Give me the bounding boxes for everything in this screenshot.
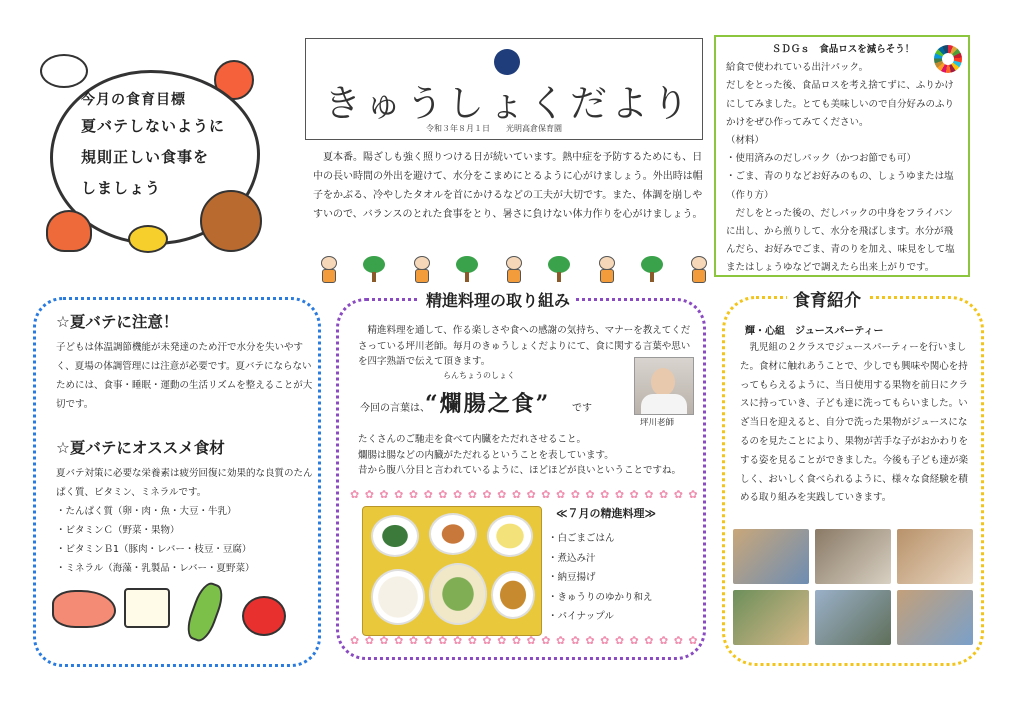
juice-party-photos — [733, 529, 973, 645]
kotoba-suffix: です — [572, 403, 592, 414]
shojin-meal-photo — [362, 506, 542, 636]
issue-date: 令和３年８月１日 光明高倉保育園 — [426, 124, 562, 133]
sdgs-line: だしをとった後の、だしパックの中身をフライパン — [726, 207, 953, 219]
juice-party-photo — [897, 590, 973, 645]
child-icon — [503, 256, 523, 282]
shokuiku-heading: 食育紹介 — [787, 286, 867, 311]
dish-icon — [429, 513, 477, 555]
octopus-icon — [46, 210, 92, 252]
title-box — [305, 38, 703, 140]
sdgs-line: んだら、お好みでごま、青のりを加え、味見をして塩 — [726, 244, 955, 256]
kotoba-ruby: らんちょうのしょく — [443, 371, 515, 380]
goal-line-2: 規則正しい食事を — [81, 148, 210, 166]
edamame-icon — [183, 579, 228, 644]
child-icon — [596, 256, 616, 282]
shojin-heading: 精進料理の取り組み — [420, 288, 576, 311]
list-item: ・パイナップル — [548, 611, 614, 622]
shojin-menu — [548, 529, 653, 627]
kotoba-prefix: 今回の言葉は、 — [360, 403, 430, 414]
fish-icon — [128, 225, 168, 253]
tomato-icon — [242, 596, 286, 636]
list-item: ・きゅうりのゆかり和え — [548, 591, 653, 603]
goal-heading: 今月の食育目標 — [81, 92, 186, 108]
sdgs-line: だしをとった後、食品ロスを考え捨てずに、ふりかけ — [726, 80, 954, 92]
bird-icon — [40, 54, 88, 88]
foods-list — [56, 502, 318, 578]
juice-party-photo — [815, 529, 891, 584]
bear-icon — [200, 190, 262, 252]
juice-party-photo — [733, 590, 809, 645]
sdgs-line: ・使用済みのだしパック（かつお節でも可） — [726, 153, 917, 165]
juice-party-photo — [815, 590, 891, 645]
blossom-decoration: ✿ ✿ ✿ ✿ ✿ ✿ ✿ ✿ ✿ ✿ ✿ ✿ ✿ ✿ ✿ ✿ ✿ ✿ ✿ ✿ ✿ ✿ ✿ ✿ — [350, 488, 699, 501]
intro-text: 夏本番。陽ざしも強く照りつける日が続いています。熱中症を予防するためにも、日中の長い時間の外出を避けて、水分をこまめにとるように心がけましょう。外出時は帽子をかぶる、冷やしたタオルを首にかけるなどの工夫が大切です。また、体調を崩しやすいので、バランスのとれた食事をとり、暑さに負けない体力作りを心がけましょう。 — [313, 152, 703, 220]
child-icon — [318, 256, 338, 282]
sdgs-line: ・ごま、青のりなどお好みのもの、しょうゆまたは塩 — [726, 171, 954, 183]
sdgs-line: にしてみました。とても美味しいので自分好みのふり — [726, 98, 955, 110]
tree-icon — [548, 256, 570, 282]
natsubate-box — [33, 297, 321, 667]
child-icon — [688, 256, 708, 282]
sdgs-line: （材料） — [726, 135, 765, 147]
foods-body — [56, 464, 318, 578]
tree-icon — [641, 256, 663, 282]
child-icon — [411, 256, 431, 282]
sdgs-wheel-icon — [934, 45, 962, 73]
dish-icon — [491, 571, 535, 619]
sdgs-line: かけをぜひ作ってみてください。 — [726, 116, 869, 128]
natsubate-heading: ☆夏バテに注意！ — [56, 313, 179, 331]
menu-title: ≪７月の精進料理≫ — [556, 507, 657, 520]
list-item: ・ビタミンＢ1（豚肉・レバー・枝豆・豆腐） — [56, 544, 252, 555]
sdgs-line: （作り方） — [726, 189, 774, 201]
list-item: ・煮込み汁 — [548, 552, 596, 564]
juice-party-photo — [897, 529, 973, 584]
tofu-icon — [124, 588, 170, 628]
foods-intro: 夏バテ対策に必要な栄養素は疲労回復に効果的な良質のたんぱく質、ビタミン、ミネラルです。 — [56, 468, 313, 498]
page-title: きゅうしょくだより — [324, 82, 693, 125]
sdgs-line: に出し、から煎りして、水分を飛ばします。水分が飛 — [726, 226, 954, 238]
goal-line-3: しましょう — [81, 179, 162, 197]
decoration-row — [318, 252, 708, 282]
dish-icon — [371, 515, 419, 557]
explain-line: 爛腸は腸などの内臓がただれるということを表しています。 — [358, 449, 614, 461]
teacher-photo — [634, 357, 694, 415]
list-item: ・白ごまごはん — [548, 533, 615, 544]
list-item: ・ビタミンＣ（野菜・果物） — [56, 525, 180, 536]
shokuiku-body: 乳児組の２クラスでジュースパーティーを行いました。食材に触れあうことで、少しでも興味や関心を持ってもらえるように、当日使用する果物を前日にクラスに持っていき、子ども達に洗ってもらいました。いざ当日を迎えると、自分で洗った果物がジュースになるのを見たことにより、果物が苦手な子がおかわりをする姿を見ることができました。今後も子ども達が楽しく、おいしく食べられるように、様々な食経験を積める取り組みを実践していきます。 — [740, 342, 969, 504]
natsubate-body: 子どもは体温調節機能が未発達のため汗で水分を失いやすく、夏場の体調管理には注意が必要です。夏バテにならないためには、食事・睡眠・運動の生活リズムを整えることが大切です。 — [56, 342, 313, 410]
dish-icon — [429, 563, 487, 625]
shojin-intro: 精進料理を通して、作る楽しさや食への感謝の気持ち、マナーを教えてくださっている坪川老師。毎月のきゅうしょくだよりにて、食に関する言葉や思いを四字熟語で伝えて頂きます。 — [358, 325, 691, 367]
explain-line: たくさんのご馳走を食べて内臓をただれさせること。 — [358, 434, 587, 445]
sdgs-line: 給食で使われている出汁パック。 — [726, 62, 869, 74]
list-item: ・ミネラル（海藻・乳製品・レバー・夏野菜） — [56, 563, 255, 574]
blossom-decoration: ✿ ✿ ✿ ✿ ✿ ✿ ✿ ✿ ✿ ✿ ✿ ✿ ✿ ✿ ✿ ✿ ✿ ✿ ✿ ✿ ✿ ✿ ✿ ✿ — [350, 634, 699, 647]
kotoba-word: “爛腸之食” — [425, 391, 551, 417]
explain-line: 昔から腹八分目と言われているように、ほどほどが良いということですね。 — [358, 465, 682, 476]
juice-party-photo — [733, 529, 809, 584]
kotoba-explain — [358, 432, 698, 479]
dish-icon — [371, 569, 425, 625]
list-item: ・納豆揚げ — [548, 572, 596, 583]
salmon-icon — [52, 590, 116, 628]
school-logo-icon — [494, 49, 520, 75]
foods-heading: ☆夏バテにオススメ食材 — [56, 439, 225, 457]
teacher-caption: 坪川老師 — [640, 418, 675, 428]
sdgs-heading: ＳＤＧｓ 食品ロスを減らそう！ — [771, 44, 915, 55]
list-item: ・たんぱく質（卵・肉・魚・大豆・牛乳） — [56, 506, 237, 517]
tree-icon — [456, 256, 478, 282]
dish-icon — [487, 515, 533, 557]
sdgs-box — [714, 35, 970, 277]
tree-icon — [363, 256, 385, 282]
shokuiku-subheading: 輝・心組 ジュースパーティー — [745, 326, 884, 337]
sdgs-line: またはしょうゆなどで調えたら出来上がりです。 — [726, 262, 935, 274]
goal-line-1: 夏バテしないように — [81, 117, 226, 135]
